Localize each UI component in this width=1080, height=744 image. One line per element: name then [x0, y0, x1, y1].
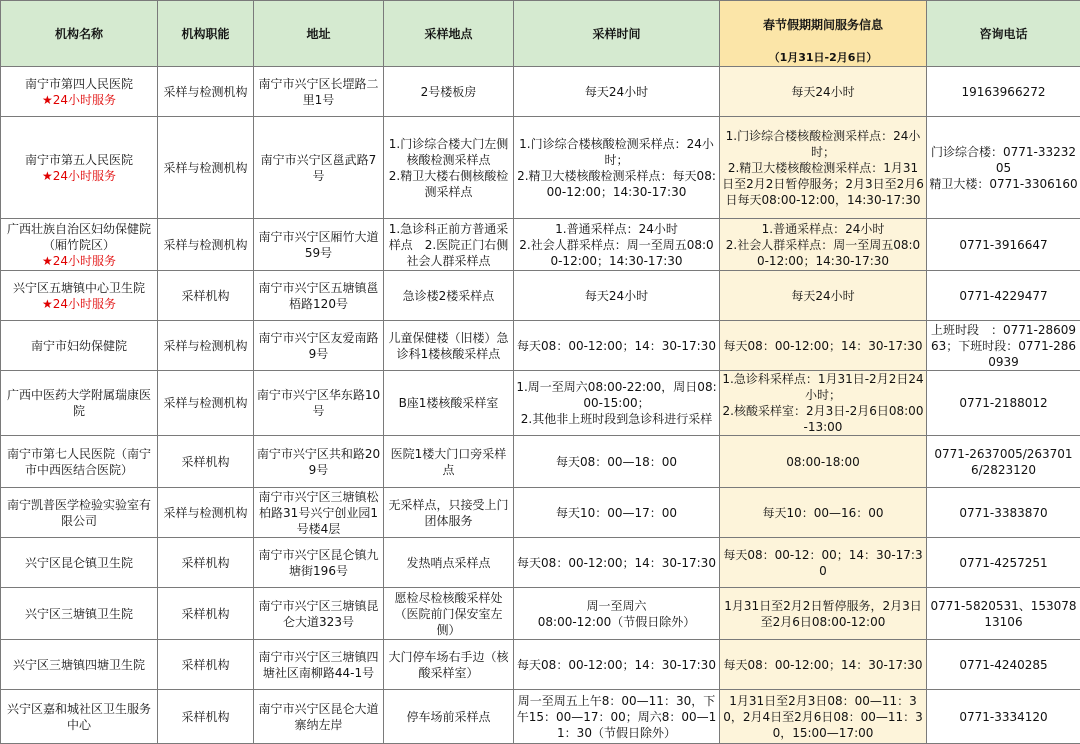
org-name-cell	[1, 117, 158, 219]
header-holiday-title: 春节假期期间服务信息	[763, 18, 883, 32]
org-name: 广西中医药大学附属瑞康医院	[7, 388, 151, 418]
org-address: 南宁市兴宁区华东路10号	[254, 371, 384, 436]
header-holiday-dates: （1月31日-2月6日）	[769, 51, 878, 64]
holiday-service: 每天08：00-12:00；14：30-17:30	[720, 321, 927, 371]
org-function: 采样与检测机构	[158, 219, 254, 271]
table-row	[1, 271, 1080, 321]
holiday-service: 每天08：00-12:00；14：30-17:30	[720, 640, 927, 690]
org-function: 采样机构	[158, 271, 254, 321]
org-function: 采样与检测机构	[158, 117, 254, 219]
org-name-cell	[1, 436, 158, 488]
sampling-site: B座1楼核酸采样室	[384, 371, 514, 436]
header-name: 机构名称	[1, 1, 158, 67]
holiday-service: 1.急诊科采样点：1月31日-2月2日24小时； 2.核酸采样室：2月3日-2月6日08:00-13:00	[720, 371, 927, 436]
header-address: 地址	[254, 1, 384, 67]
sampling-time: 周一至周五上午8：00—11：30，下午15：00—17：00；周六8：00—11：30（节假日除外）	[514, 690, 720, 744]
org-name-cell	[1, 488, 158, 538]
org-name: 兴宁区嘉和城社区卫生服务中心	[7, 702, 151, 732]
table-row	[1, 436, 1080, 488]
sampling-time: 每天08：00-12:00；14：30-17:30	[514, 538, 720, 588]
table-body	[1, 67, 1080, 744]
org-function: 采样机构	[158, 436, 254, 488]
org-address: 南宁市兴宁区三塘镇松柏路31号兴宁创业园1号楼4层	[254, 488, 384, 538]
table-row	[1, 588, 1080, 640]
table-row	[1, 488, 1080, 538]
header-site: 采样地点	[384, 1, 514, 67]
sampling-time: 每天08：00—18：00	[514, 436, 720, 488]
org-address: 南宁市兴宁区昆仑大道寨纳左岸	[254, 690, 384, 744]
org-function: 采样机构	[158, 690, 254, 744]
header-time: 采样时间	[514, 1, 720, 67]
org-name-cell	[1, 67, 158, 117]
phone-number: 0771-3334120	[927, 690, 1080, 744]
sampling-time: 周一至周六 08:00-12:00（节假日除外）	[514, 588, 720, 640]
phone-number: 0771-3916647	[927, 219, 1080, 271]
holiday-service: 1.门诊综合楼核酸检测采样点：24小时； 2.精卫大楼核酸检测采样点：1月31日至2月2日暂停服务；2月3日至2月6日每天08:00-12:00，14:30-17:30	[720, 117, 927, 219]
org-name: 兴宁区三塘镇卫生院	[25, 607, 133, 621]
org-function: 采样与检测机构	[158, 371, 254, 436]
sampling-site: 无采样点，只接受上门团体服务	[384, 488, 514, 538]
org-name-cell	[1, 219, 158, 271]
sampling-site: 愿检尽检核酸采样处（医院前门保安室左侧）	[384, 588, 514, 640]
org-address: 南宁市兴宁区厢竹大道59号	[254, 219, 384, 271]
sampling-time: 1.普通采样点：24小时 2.社会人群采样点：周一至周五08:00-12:00；14:30-17:30	[514, 219, 720, 271]
sampling-time: 每天24小时	[514, 271, 720, 321]
holiday-service: 每天08：00-12：00；14：30-17:30	[720, 538, 927, 588]
sampling-site: 2号楼板房	[384, 67, 514, 117]
org-function: 采样与检测机构	[158, 67, 254, 117]
org-function: 采样与检测机构	[158, 488, 254, 538]
sampling-site: 医院1楼大门口旁采样点	[384, 436, 514, 488]
holiday-service: 每天10：00—16：00	[720, 488, 927, 538]
phone-number: 0771-3383870	[927, 488, 1080, 538]
sampling-time: 1.周一至周六08:00-22:00，周日08:00-15:00； 2.其他非上班时段到急诊科进行采样	[514, 371, 720, 436]
org-name-cell	[1, 321, 158, 371]
table-row	[1, 690, 1080, 744]
org-name: 南宁市第七人民医院（南宁市中西医结合医院）	[7, 447, 151, 477]
org-address: 南宁市兴宁区五塘镇邕梧路120号	[254, 271, 384, 321]
org-address: 南宁市兴宁区三塘镇四塘社区南柳路44-1号	[254, 640, 384, 690]
phone-number: 19163966272	[927, 67, 1080, 117]
table-row	[1, 321, 1080, 371]
sampling-time: 每天24小时	[514, 67, 720, 117]
service-24h-badge: ★24小时服务	[3, 296, 155, 312]
org-name: 南宁市妇幼保健院	[31, 339, 127, 353]
phone-number: 上班时段 ：0771-2860963；下班时段：0771-2860939	[927, 321, 1080, 371]
org-function: 采样机构	[158, 588, 254, 640]
sampling-time: 每天10：00—17：00	[514, 488, 720, 538]
org-address: 南宁市兴宁区邕武路7号	[254, 117, 384, 219]
service-24h-badge: ★24小时服务	[3, 92, 155, 108]
org-name-cell	[1, 538, 158, 588]
table-row	[1, 117, 1080, 219]
holiday-service: 1月31日至2月2日暂停服务，2月3日至2月6日08:00-12:00	[720, 588, 927, 640]
org-name-cell	[1, 588, 158, 640]
phone-number: 0771-2188012	[927, 371, 1080, 436]
table-row	[1, 67, 1080, 117]
org-name-cell	[1, 640, 158, 690]
holiday-service: 每天24小时	[720, 271, 927, 321]
header-holiday	[720, 1, 927, 67]
org-address: 南宁市兴宁区昆仑镇九塘街196号	[254, 538, 384, 588]
table-row	[1, 371, 1080, 436]
table-row	[1, 219, 1080, 271]
org-address: 南宁市兴宁区友爱南路9号	[254, 321, 384, 371]
service-24h-badge: ★24小时服务	[3, 168, 155, 184]
org-name: 兴宁区三塘镇四塘卫生院	[13, 658, 145, 672]
table-row	[1, 640, 1080, 690]
sampling-site: 大门停车场右手边（核酸采样室）	[384, 640, 514, 690]
org-name: 南宁市第五人民医院	[25, 153, 133, 167]
sampling-site: 急诊楼2楼采样点	[384, 271, 514, 321]
sampling-site: 1.急诊科正前方普通采样点 2.医院正门右侧社会人群采样点	[384, 219, 514, 271]
holiday-service: 1月31日至2月3日08：00—11：30，2月4日至2月6日08：00—11：30，15:00—17:00	[720, 690, 927, 744]
org-name: 广西壮族自治区妇幼保健院（厢竹院区）	[7, 222, 151, 252]
org-name-cell	[1, 690, 158, 744]
sampling-time: 每天08：00-12:00；14：30-17:30	[514, 321, 720, 371]
org-name-cell	[1, 271, 158, 321]
phone-number: 门诊综合楼：0771-3323205 精卫大楼：0771-3306160	[927, 117, 1080, 219]
sampling-site: 1.门诊综合楼大门左侧核酸检测采样点 2.精卫大楼右侧核酸检测采样点	[384, 117, 514, 219]
org-name: 兴宁区五塘镇中心卫生院	[13, 281, 145, 295]
sampling-site: 停车场前采样点	[384, 690, 514, 744]
holiday-service: 每天24小时	[720, 67, 927, 117]
phone-number: 0771-2637005/2637016/2823120	[927, 436, 1080, 488]
phone-number: 0771-5820531、15307813106	[927, 588, 1080, 640]
org-name-cell	[1, 371, 158, 436]
sampling-time: 每天08：00-12:00；14：30-17:30	[514, 640, 720, 690]
sampling-site: 发热哨点采样点	[384, 538, 514, 588]
service-24h-badge: ★24小时服务	[3, 253, 155, 269]
org-address: 南宁市兴宁区长堽路二里1号	[254, 67, 384, 117]
org-name: 南宁凯普医学检验实验室有限公司	[7, 498, 151, 528]
sampling-site: 儿童保健楼（旧楼）急诊科1楼核酸采样点	[384, 321, 514, 371]
holiday-service: 1.普通采样点：24小时 2.社会人群采样点：周一至周五08:00-12:00；14:30-17:30	[720, 219, 927, 271]
header-row	[1, 1, 1080, 67]
header-function: 机构职能	[158, 1, 254, 67]
org-address: 南宁市兴宁区三塘镇昆仑大道323号	[254, 588, 384, 640]
org-function: 采样与检测机构	[158, 321, 254, 371]
phone-number: 0771-4257251	[927, 538, 1080, 588]
phone-number: 0771-4240285	[927, 640, 1080, 690]
table-row	[1, 538, 1080, 588]
holiday-service: 08:00-18:00	[720, 436, 927, 488]
phone-number: 0771-4229477	[927, 271, 1080, 321]
org-name: 兴宁区昆仑镇卫生院	[25, 556, 133, 570]
sampling-time: 1.门诊综合楼核酸检测采样点：24小时； 2.精卫大楼核酸检测采样点：每天08:00-12:00；14:30-17:30	[514, 117, 720, 219]
header-phone: 咨询电话	[927, 1, 1080, 67]
org-name: 南宁市第四人民医院	[25, 77, 133, 91]
org-address: 南宁市兴宁区共和路209号	[254, 436, 384, 488]
org-function: 采样机构	[158, 640, 254, 690]
org-function: 采样机构	[158, 538, 254, 588]
